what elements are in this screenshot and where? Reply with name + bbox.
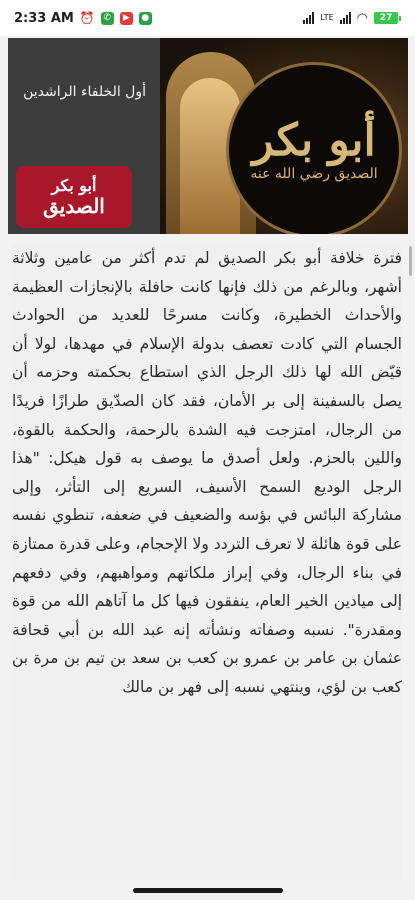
- header-banner: [8, 38, 408, 234]
- battery-level: 27: [374, 12, 398, 24]
- wifi-icon: ◠: [356, 10, 368, 26]
- status-right: [303, 11, 401, 26]
- status-time: 2:33 AM: [14, 10, 74, 26]
- status-bar: [0, 0, 415, 36]
- calligraphy-stamp-logo: أبو بكر الصديق: [16, 166, 132, 228]
- youtube-notification-icon: ▶: [120, 12, 133, 25]
- banner-image: [160, 38, 408, 234]
- article-body: فترة خلافة أبو بكر الصديق لم تدم أكثر من عامين وثلاثة أشهر، وبالرغم من ذلك فإنها كانت حافلة بالإنجازات العظيمة والأحداث الخطيرة، وكانت مسرحًا للعديد من الحوادث الجسام التي كادت تعصف بدولة الإسلام في مهدها، لولا أن قيّض الله لها ذلك الرجل الذي استطاع بحكمته وحزمه أن يصل بالسفينة إلى بر الأمان، فقد كان الصدّيق طرازًا فريدًا من الرجال، امتزجت فيه الشدة بالرحمة، والحكمة بالقوة، واللين بالحزم. ولعل أصدق ما يوصف به قول هيكل: "هذا الرجل الوديع السمح الأسيف، السريع إلى التأثر، وإلى مشاركة البائس في بؤسه والضعيف في ضعفه، تنطوي نفسه على قوة هائلة لا تعرف التردد ولا الإحجام، وعلى قدرة ممتازة في بناء الرجال، وفي إبراز ملكاتهم ومواهبهم، وفي دفعهم إلى ميادين الخير العام، ينفقون فيها كل ما آتاهم الله من قوة ومقدرة". نسبه وصفاته ونشأته إنه عبد الله بن أبي قحافة عثمان بن عامر بن عمرو بن كعب بن سعد بن تيم بن مرة بن كعب بن لؤي، وينتهي نسبه إلى فهر بن مالك: [12, 244, 402, 880]
- whatsapp-notification-icon: ✆: [101, 12, 114, 25]
- app-notification-icon: ●: [139, 12, 152, 25]
- calligraphy-medallion: أبو بكر الصديق رضي الله عنه: [226, 62, 402, 234]
- signal-strength-icon: [303, 12, 314, 24]
- alarm-off-icon: ⏰: [79, 11, 95, 25]
- scrollbar[interactable]: [409, 246, 412, 276]
- home-gesture-handle[interactable]: [133, 888, 283, 893]
- battery-icon: [374, 12, 401, 24]
- banner-title-panel: [8, 38, 160, 234]
- status-left: [14, 11, 152, 26]
- network-type-label: LTE: [320, 13, 334, 22]
- signal-strength-2-icon: [340, 12, 351, 24]
- banner-title: أول الخلفاء الراشدين: [23, 84, 146, 100]
